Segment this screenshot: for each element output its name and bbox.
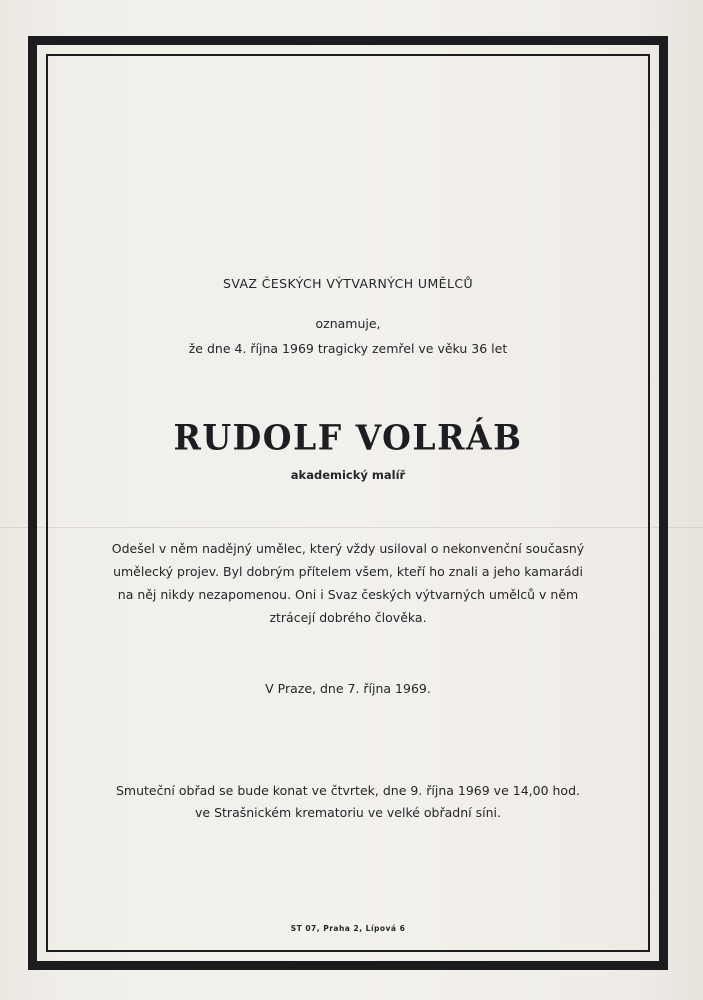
- ceremony-line: ve Strašnickém krematoriu ve velké obřadní síni.: [195, 805, 501, 820]
- deceased-title: akademický malíř: [290, 468, 406, 482]
- deceased-name: RUDOLF VOLRÁB: [173, 417, 523, 458]
- tribute-line: umělecký projev. Byl dobrým přítelem všem, kteří ho znali a jeho kamarádi: [113, 564, 583, 579]
- tribute-line: ztrácejí dobrého člověka.: [269, 610, 427, 625]
- announces-text: oznamuje,: [315, 316, 381, 331]
- tribute-paragraph: [48, 537, 648, 629]
- ceremony-line: Smuteční obřad se bude konat ve čtvrtek, dne 9. října 1969 ve 14,00 hod.: [116, 783, 580, 798]
- tribute-line: na něj nikdy nezapomenou. Oni i Svaz českých výtvarných umělců v něm: [117, 587, 579, 602]
- death-announcement: že dne 4. října 1969 tragicky zemřel ve věku 36 let: [188, 341, 508, 356]
- place-and-date: V Praze, dne 7. října 1969.: [265, 681, 431, 696]
- funeral-ceremony-info: [48, 780, 648, 824]
- tribute-line: Odešel v něm nadějný umělec, který vždy usiloval o nekonvenční současný: [111, 541, 585, 556]
- printer-imprint: ST 07, Praha 2, Lípová 6: [290, 924, 406, 933]
- organization-heading: SVAZ ČESKÝCH VÝTVARNÝCH UMĚLCŮ: [222, 276, 474, 291]
